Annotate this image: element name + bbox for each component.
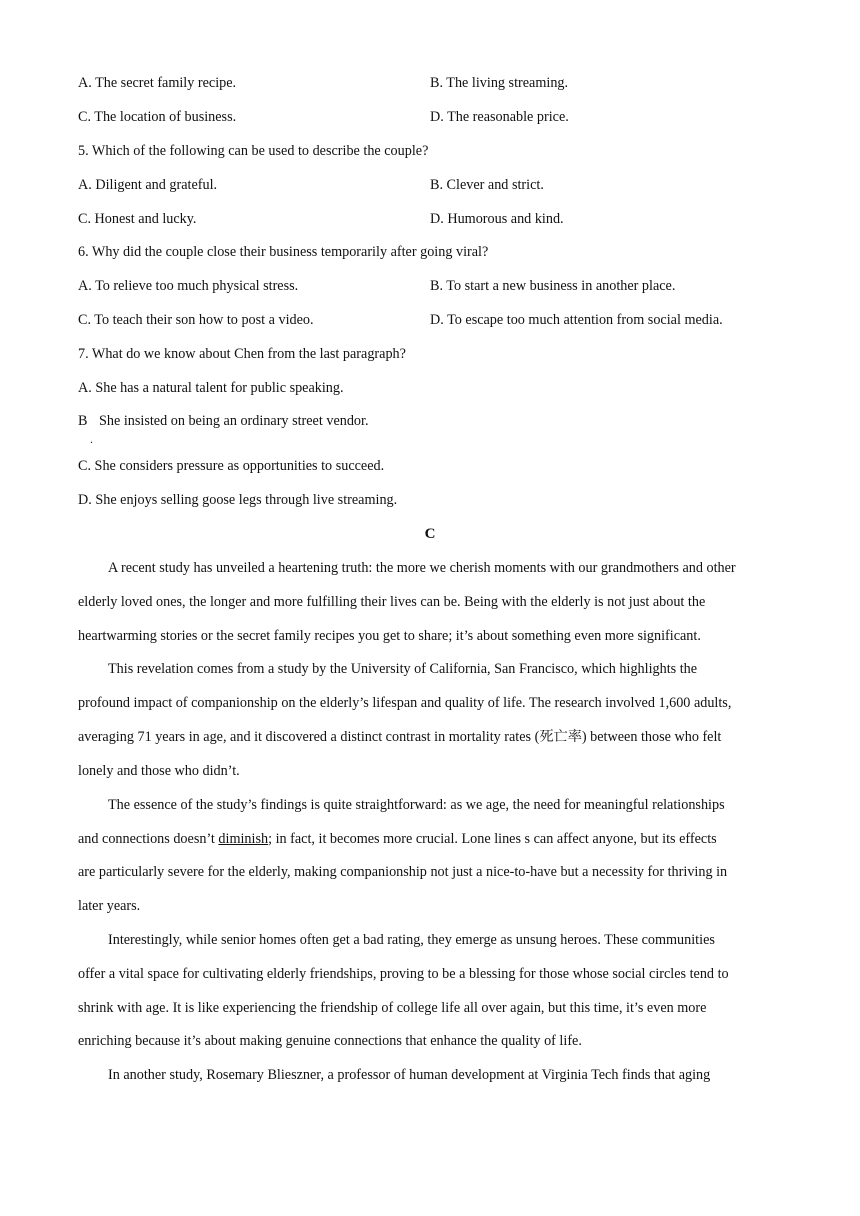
- passage-p3-line4: later years.: [78, 898, 141, 914]
- passage-p4-line4: enriching because it’s about making genuine connections that enhance the quality of life.: [78, 1033, 582, 1049]
- passage-p2-line4: lonely and those who didn’t.: [78, 763, 240, 779]
- passage-p3-line2-end: ; in fact, it becomes more crucial. Lone lines s can affect anyone, but its effects: [268, 831, 717, 847]
- passage-p1-line3: heartwarming stories or the secret family recipes you get to share; it’s about something even more significant.: [78, 628, 701, 644]
- q7-option-a: A. She has a natural talent for public speaking.: [78, 380, 344, 396]
- q5-question: 5. Which of the following can be used to describe the couple?: [78, 143, 429, 159]
- passage-p5-line1: In another study, Rosemary Blieszner, a professor of human development at Virginia Tech finds that aging: [108, 1067, 711, 1083]
- passage-p3-line3: are particularly severe for the elderly, making companionship not just a nice-to-have but a necessity for thriving in: [78, 864, 728, 880]
- passage-p2-line2: profound impact of companionship on the elderly’s lifespan and quality of life. The research involved 1,600 adults,: [78, 695, 732, 711]
- q6-option-b: B. To start a new business in another place.: [430, 278, 676, 294]
- passage-p3-line1: The essence of the study’s findings is quite straightforward: as we age, the need for meaningful relationships: [108, 797, 725, 813]
- passage-p3-line2-start: and connections doesn’t: [78, 831, 219, 847]
- q4-option-c: C. The location of business.: [78, 109, 237, 125]
- q6-question: 6. Why did the couple close their business temporarily after going viral?: [78, 244, 489, 260]
- q7-option-c: C. She considers pressure as opportunities to succeed.: [78, 458, 385, 474]
- q5-option-a: A. Diligent and grateful.: [78, 177, 218, 193]
- q6-option-a: A. To relieve too much physical stress.: [78, 278, 299, 294]
- q4-option-b: B. The living streaming.: [430, 75, 569, 91]
- q7-question: 7. What do we know about Chen from the last paragraph?: [78, 346, 406, 362]
- q7-option-b-dot: .: [90, 432, 93, 446]
- q7-option-d: D. She enjoys selling goose legs through live streaming.: [78, 492, 398, 508]
- passage-p2-line3: averaging 71 years in age, and it discovered a distinct contrast in mortality rates (死亡率) between those who felt: [78, 729, 722, 745]
- q7-option-b-text: She insisted on being an ordinary street vendor.: [99, 413, 369, 429]
- passage-p4-line1: Interestingly, while senior homes often get a bad rating, they emerge as unsung heroes. These communities: [108, 932, 715, 948]
- q7-option-b-letter: B: [78, 413, 88, 429]
- passage-p4-line3: shrink with age. It is like experiencing the friendship of college life all over again, but this time, it’s even more: [78, 1000, 707, 1016]
- passage-p3-line2: [78, 830, 782, 848]
- q5-option-b: B. Clever and strict.: [430, 177, 544, 193]
- passage-p1-line1: A recent study has unveiled a heartening truth: the more we cherish moments with our grandmothers and other: [108, 560, 736, 576]
- passage-p2-line1: This revelation comes from a study by the University of California, San Francisco, which highlights the: [108, 661, 698, 677]
- q4-option-a: A. The secret family recipe.: [78, 75, 237, 91]
- passage-p4-line2: offer a vital space for cultivating elderly friendships, proving to be a blessing for those whose social circles tend to: [78, 966, 729, 982]
- underlined-word-diminish: diminish: [218, 831, 269, 847]
- q5-option-d: D. Humorous and kind.: [430, 211, 564, 227]
- q6-option-d: D. To escape too much attention from social media.: [430, 312, 723, 328]
- q4-option-d: D. The reasonable price.: [430, 109, 569, 125]
- passage-p1-line2: elderly loved ones, the longer and more fulfilling their lives can be. Being with the elderly is not just about the: [78, 594, 706, 610]
- q5-option-c: C. Honest and lucky.: [78, 211, 197, 227]
- section-heading: C: [424, 526, 436, 542]
- q6-option-c: C. To teach their son how to post a video.: [78, 312, 314, 328]
